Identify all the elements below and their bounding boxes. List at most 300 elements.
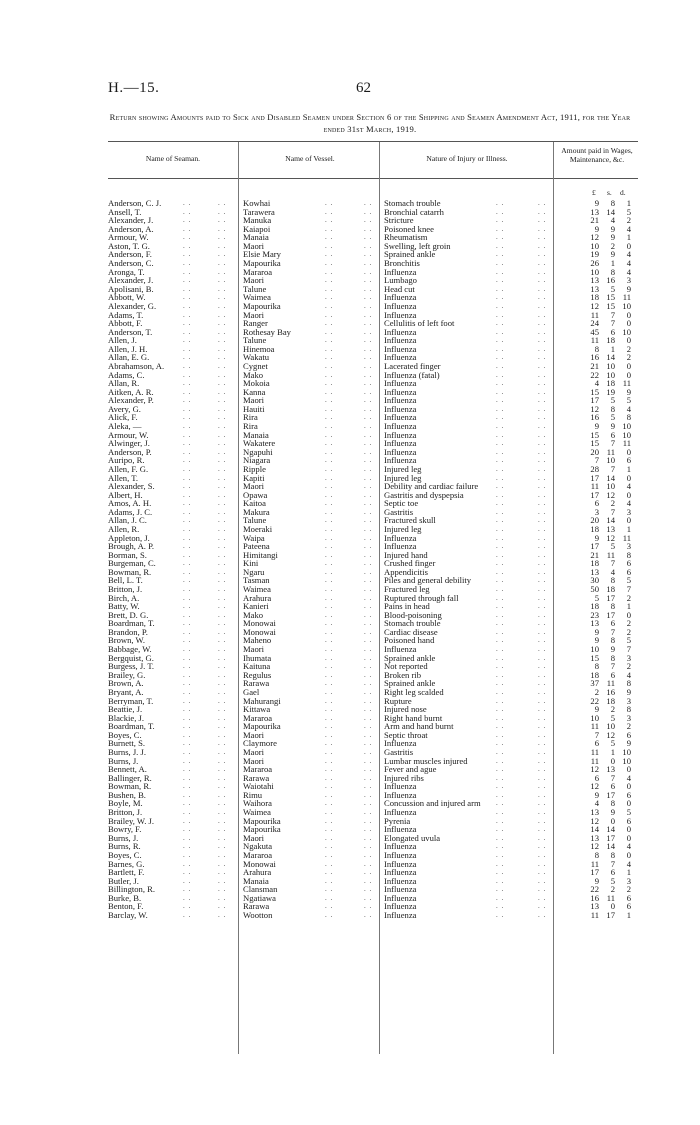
vessel-name: Maori xyxy=(243,644,265,655)
amount-pence: 5 xyxy=(626,395,631,406)
leader-dots: . . xyxy=(496,567,505,576)
seaman-name: Burns, J. J. xyxy=(108,747,146,757)
leader-dots: . . xyxy=(183,645,192,654)
amount-shillings: 11 xyxy=(606,892,615,903)
leader-dots: . . xyxy=(364,842,373,851)
amount-pounds: 17 xyxy=(590,541,599,552)
leader-dots: . . xyxy=(325,739,334,748)
vessel-name: Elsie Mary xyxy=(243,249,281,260)
vessel-name: Mapourika xyxy=(243,721,281,732)
injury-or-illness: Influenza xyxy=(384,438,417,449)
leader-dots: . . xyxy=(325,687,334,696)
amount-pounds: 10 xyxy=(590,712,599,723)
leader-dots: . . xyxy=(364,490,373,499)
amount-pence: 8 xyxy=(626,549,631,560)
amount-pounds: 13 xyxy=(590,901,599,912)
column-header-injury: Nature of Injury or Illness. xyxy=(426,154,508,163)
leader-dots: . . xyxy=(496,396,505,405)
injury-or-illness: Influenza xyxy=(384,849,417,860)
leader-dots: . . xyxy=(183,370,192,379)
leader-dots: . . xyxy=(218,808,227,817)
amount-pounds: 21 xyxy=(590,549,599,560)
leader-dots: . . xyxy=(218,396,227,405)
vessel-name: Makura xyxy=(243,506,270,517)
amount-shillings: 12 xyxy=(606,489,615,500)
seaman-name: Barnes, G. xyxy=(108,858,145,869)
injury-or-illness: Influenza xyxy=(384,326,417,337)
leader-dots: . . xyxy=(325,439,334,448)
leader-dots: . . xyxy=(496,885,505,894)
column-header-name: Name of Seaman. xyxy=(145,154,201,163)
leader-dots: . . xyxy=(325,464,334,473)
injury-or-illness: Septic throat xyxy=(384,729,428,740)
amount-pence: 7 xyxy=(626,644,631,655)
seaman-name: Amos, A. H. xyxy=(108,498,152,509)
amount-pounds: 9 xyxy=(594,223,599,234)
leader-dots: . . xyxy=(538,885,547,894)
leader-dots: . . xyxy=(538,748,547,756)
amount-shillings: 7 xyxy=(610,506,615,517)
vessel-name: Claymore xyxy=(243,738,277,749)
amount-pounds: 16 xyxy=(590,352,599,363)
amount-shillings: 7 xyxy=(610,463,615,474)
shillings-unit: s. xyxy=(607,188,612,197)
leader-dots: . . xyxy=(218,276,227,285)
leader-dots: . . xyxy=(325,422,334,431)
injury-or-illness: Lumbago xyxy=(384,275,417,286)
leader-dots: . . xyxy=(218,567,227,576)
leader-dots: . . xyxy=(364,233,373,242)
leader-dots: . . xyxy=(218,267,227,276)
amount-pounds: 26 xyxy=(590,258,599,269)
amount-pounds: 12 xyxy=(590,815,599,826)
leader-dots: . . xyxy=(218,902,227,911)
leader-dots: . . xyxy=(325,713,334,722)
leader-dots: . . xyxy=(364,653,373,662)
seaman-name: Brown, A. xyxy=(108,678,144,689)
leader-dots: . . xyxy=(496,344,505,353)
injury-or-illness: Cellulitis of left foot xyxy=(384,318,455,329)
leader-dots: . . xyxy=(325,370,334,379)
leader-dots: . . xyxy=(364,782,373,791)
amount-pounds: 10 xyxy=(590,240,599,251)
leader-dots: . . xyxy=(364,868,373,877)
leader-dots: . . xyxy=(325,773,334,782)
leader-dots: . . xyxy=(364,550,373,559)
seaman-name: Adams, C. xyxy=(108,369,145,380)
leader-dots: . . xyxy=(325,636,334,645)
leader-dots: . . xyxy=(538,868,547,877)
vessel-name: Gael xyxy=(243,686,260,697)
injury-or-illness: Influenza xyxy=(384,841,417,852)
amount-pence: 0 xyxy=(626,798,631,809)
leader-dots: . . xyxy=(218,559,227,568)
seaman-name: Bowman, R. xyxy=(108,566,152,577)
amount-shillings: 7 xyxy=(610,558,615,569)
leader-dots: . . xyxy=(538,301,547,310)
amount-pence: 11 xyxy=(622,532,631,543)
amount-pence: 0 xyxy=(626,832,631,843)
injury-or-illness: Stomach trouble xyxy=(384,198,441,208)
leader-dots: . . xyxy=(364,404,373,413)
leader-dots: . . xyxy=(364,284,373,293)
amount-pence: 4 xyxy=(626,403,631,414)
leader-dots: . . xyxy=(538,396,547,405)
leader-dots: . . xyxy=(325,241,334,250)
amount-shillings: 7 xyxy=(610,309,615,320)
leader-dots: . . xyxy=(364,559,373,568)
amount-pounds: 15 xyxy=(590,438,599,449)
leader-dots: . . xyxy=(538,902,547,911)
leader-dots: . . xyxy=(538,250,547,259)
leader-dots: . . xyxy=(538,799,547,808)
vessel-name: Moeraki xyxy=(243,523,273,534)
amount-shillings: 7 xyxy=(610,626,615,637)
amount-shillings: 14 xyxy=(606,352,615,363)
leader-dots: . . xyxy=(496,782,505,791)
leader-dots: . . xyxy=(325,447,334,456)
seaman-name: Billington, R. xyxy=(108,884,156,895)
vessel-name: Ranger xyxy=(243,318,268,329)
leader-dots: . . xyxy=(496,593,505,602)
amount-shillings: 17 xyxy=(606,832,615,843)
leader-dots: . . xyxy=(364,310,373,319)
leader-dots: . . xyxy=(218,687,227,696)
leader-dots: . . xyxy=(183,627,192,636)
leader-dots: . . xyxy=(364,910,373,919)
vessel-name: Arahura xyxy=(243,592,272,603)
leader-dots: . . xyxy=(218,816,227,825)
amount-shillings: 2 xyxy=(610,240,615,251)
vessel-name: Maori xyxy=(243,755,265,766)
leader-dots: . . xyxy=(183,516,192,525)
leader-dots: . . xyxy=(325,593,334,602)
leader-dots: . . xyxy=(218,310,227,319)
leader-dots: . . xyxy=(364,705,373,714)
leader-dots: . . xyxy=(183,602,192,611)
leader-dots: . . xyxy=(325,490,334,499)
leader-dots: . . xyxy=(364,825,373,834)
leader-dots: . . xyxy=(183,893,192,902)
leader-dots: . . xyxy=(364,816,373,825)
vessel-name: Niagara xyxy=(243,455,271,466)
leader-dots: . . xyxy=(218,696,227,705)
injury-or-illness: Concussion and injured arm xyxy=(384,798,481,809)
leader-dots: . . xyxy=(325,250,334,259)
injury-or-illness: Influenza xyxy=(384,386,417,397)
amount-pounds: 45 xyxy=(590,326,599,337)
amount-pence: 9 xyxy=(626,686,631,697)
amount-pence: 11 xyxy=(622,378,631,389)
amount-shillings: 9 xyxy=(610,232,615,243)
amount-shillings: 1 xyxy=(610,258,615,269)
leader-dots: . . xyxy=(218,679,227,688)
seaman-name: Berryman, T. xyxy=(108,695,154,706)
seaman-name: Allen, J. xyxy=(108,335,137,346)
leader-dots: . . xyxy=(183,576,192,585)
leader-dots: . . xyxy=(538,216,547,225)
leader-dots: . . xyxy=(364,370,373,379)
leader-dots: . . xyxy=(325,327,334,336)
leader-dots: . . xyxy=(364,199,373,207)
injury-or-illness: Influenza xyxy=(384,824,417,835)
leader-dots: . . xyxy=(218,233,227,242)
amount-pounds: 37 xyxy=(590,678,599,689)
amount-pounds: 11 xyxy=(590,858,599,869)
seaman-name: Burns, R. xyxy=(108,841,141,852)
leader-dots: . . xyxy=(218,241,227,250)
seaman-name: Burgeman, C. xyxy=(108,558,156,569)
amount-pounds: 4 xyxy=(594,378,599,389)
vessel-name: Mapourika xyxy=(243,815,281,826)
leader-dots: . . xyxy=(538,782,547,791)
leader-dots: . . xyxy=(183,353,192,362)
leader-dots: . . xyxy=(496,233,505,242)
injury-or-illness: Injured leg xyxy=(384,463,422,474)
leader-dots: . . xyxy=(496,361,505,370)
leader-dots: . . xyxy=(183,636,192,645)
leader-dots: . . xyxy=(325,782,334,791)
amount-pence: 0 xyxy=(626,472,631,483)
leader-dots: . . xyxy=(364,293,373,302)
seaman-name: Batty, W. xyxy=(108,601,140,612)
leader-dots: . . xyxy=(183,447,192,456)
leader-dots: . . xyxy=(538,696,547,705)
leader-dots: . . xyxy=(496,868,505,877)
leader-dots: . . xyxy=(496,353,505,362)
leader-dots: . . xyxy=(218,542,227,551)
injury-or-illness: Influenza xyxy=(384,858,417,869)
injury-or-illness: Cardiac disease xyxy=(384,626,438,637)
amount-pounds: 30 xyxy=(590,575,599,586)
amount-pounds: 10 xyxy=(590,266,599,277)
vessel-name: Wootton xyxy=(243,909,273,920)
leader-dots: . . xyxy=(218,893,227,902)
leader-dots: . . xyxy=(218,722,227,731)
amount-pounds: 8 xyxy=(594,849,599,860)
seaman-name: Allen, F. G. xyxy=(108,463,149,474)
leader-dots: . . xyxy=(538,825,547,834)
leader-dots: . . xyxy=(183,739,192,748)
injury-or-illness: Influenza xyxy=(384,421,417,432)
injury-or-illness: Stomach trouble xyxy=(384,618,441,629)
vessel-name: Manuka xyxy=(243,215,272,226)
vessel-name: Talune xyxy=(243,515,267,526)
leader-dots: . . xyxy=(218,361,227,370)
amount-pounds: 9 xyxy=(594,198,599,208)
leader-dots: . . xyxy=(496,739,505,748)
leader-dots: . . xyxy=(183,430,192,439)
leader-dots: . . xyxy=(218,868,227,877)
leader-dots: . . xyxy=(325,533,334,542)
leader-dots: . . xyxy=(538,662,547,671)
injury-or-illness: Influenza xyxy=(384,343,417,354)
amount-pence: 4 xyxy=(626,841,631,852)
seaman-name: Bartlett, F. xyxy=(108,867,145,878)
leader-dots: . . xyxy=(538,653,547,662)
amount-pence: 4 xyxy=(626,481,631,492)
leader-dots: . . xyxy=(364,207,373,216)
leader-dots: . . xyxy=(183,868,192,877)
injury-or-illness: Poisoned knee xyxy=(384,223,434,234)
amount-pence: 11 xyxy=(622,292,631,303)
seaman-name: Aronga, T. xyxy=(108,266,145,277)
leader-dots: . . xyxy=(364,679,373,688)
leader-dots: . . xyxy=(538,679,547,688)
leader-dots: . . xyxy=(218,422,227,431)
leader-dots: . . xyxy=(325,259,334,268)
amount-shillings: 2 xyxy=(610,884,615,895)
amount-shillings: 1 xyxy=(610,747,615,757)
leader-dots: . . xyxy=(496,696,505,705)
amount-pence: 5 xyxy=(626,807,631,818)
leader-dots: . . xyxy=(538,722,547,731)
amount-shillings: 5 xyxy=(610,283,615,294)
injury-or-illness: Piles and general debility xyxy=(384,575,472,586)
seaman-name: Apolisani, B. xyxy=(108,283,154,294)
leader-dots: . . xyxy=(218,284,227,293)
seaman-name: Burnett, S. xyxy=(108,738,146,749)
amount-pounds: 12 xyxy=(590,841,599,852)
vessel-name: Maori xyxy=(243,240,265,251)
seaman-name: Abbott, W. xyxy=(108,292,146,303)
leader-dots: . . xyxy=(538,808,547,817)
leader-dots: . . xyxy=(218,593,227,602)
leader-dots: . . xyxy=(325,516,334,525)
amount-pence: 3 xyxy=(626,541,631,552)
vessel-name: Mapourika xyxy=(243,300,281,311)
leader-dots: . . xyxy=(538,284,547,293)
amount-shillings: 9 xyxy=(610,807,615,818)
leader-dots: . . xyxy=(538,542,547,551)
leader-dots: . . xyxy=(364,885,373,894)
leader-dots: . . xyxy=(218,627,227,636)
injury-or-illness: Influenza xyxy=(384,789,417,800)
seaman-name: Anderson, A. xyxy=(108,223,154,234)
amount-pounds: 13 xyxy=(590,807,599,818)
vessel-name: Manaia xyxy=(243,875,269,886)
leader-dots: . . xyxy=(496,379,505,388)
leader-dots: . . xyxy=(364,602,373,611)
vessel-name: Rarawa xyxy=(243,678,270,689)
amount-shillings: 7 xyxy=(610,772,615,783)
leader-dots: . . xyxy=(218,490,227,499)
amount-pence: 1 xyxy=(626,867,631,878)
leader-dots: . . xyxy=(325,602,334,611)
leader-dots: . . xyxy=(183,490,192,499)
injury-or-illness: Influenza xyxy=(384,429,417,440)
leader-dots: . . xyxy=(183,790,192,799)
leader-dots: . . xyxy=(218,670,227,679)
leader-dots: . . xyxy=(218,533,227,542)
amount-pence: 2 xyxy=(626,721,631,732)
leader-dots: . . xyxy=(183,799,192,808)
injury-or-illness: Influenza xyxy=(384,403,417,414)
injury-or-illness: Influenza xyxy=(384,300,417,311)
leader-dots: . . xyxy=(183,224,192,233)
amount-pence: 1 xyxy=(626,601,631,612)
injury-or-illness: Influenza xyxy=(384,378,417,389)
amount-pounds: 9 xyxy=(594,421,599,432)
leader-dots: . . xyxy=(538,859,547,868)
leader-dots: . . xyxy=(218,464,227,473)
leader-dots: . . xyxy=(496,833,505,842)
amount-shillings: 2 xyxy=(610,498,615,509)
injury-or-illness: Appendicitis xyxy=(384,566,428,577)
amount-pounds: 9 xyxy=(594,635,599,646)
leader-dots: . . xyxy=(364,473,373,482)
leader-dots: . . xyxy=(364,267,373,276)
leader-dots: . . xyxy=(538,833,547,842)
leader-dots: . . xyxy=(218,765,227,774)
amount-shillings: 4 xyxy=(610,566,615,577)
seaman-name: Barclay, W. xyxy=(108,909,148,920)
injury-or-illness: Bronchitis xyxy=(384,258,420,269)
leader-dots: . . xyxy=(496,816,505,825)
amount-pence: 0 xyxy=(626,609,631,620)
injury-or-illness: Influenza xyxy=(384,884,417,895)
amount-shillings: 5 xyxy=(610,712,615,723)
vessel-name: Kanna xyxy=(243,386,266,397)
leader-dots: . . xyxy=(183,379,192,388)
vessel-name: Maori xyxy=(243,729,265,740)
leader-dots: . . xyxy=(364,301,373,310)
leader-dots: . . xyxy=(496,902,505,911)
leader-dots: . . xyxy=(364,748,373,756)
amount-pence: 4 xyxy=(626,266,631,277)
amount-shillings: 5 xyxy=(610,738,615,749)
amount-pounds: 21 xyxy=(590,360,599,371)
leader-dots: . . xyxy=(325,730,334,739)
vessel-name: Rothesay Bay xyxy=(243,326,291,337)
amount-shillings: 7 xyxy=(610,661,615,672)
seaman-name: Britton, J. xyxy=(108,807,143,818)
amount-pounds: 16 xyxy=(590,892,599,903)
amount-shillings: 9 xyxy=(610,421,615,432)
seaman-name: Alexander, S. xyxy=(108,481,155,492)
leader-dots: . . xyxy=(183,705,192,714)
leader-dots: . . xyxy=(364,259,373,268)
amount-pounds: 24 xyxy=(590,318,599,329)
injury-or-illness: Swelling, left groin xyxy=(384,240,451,251)
vessel-name: Mapourika xyxy=(243,824,281,835)
leader-dots: . . xyxy=(538,790,547,799)
amount-shillings: 7 xyxy=(610,858,615,869)
leader-dots: . . xyxy=(183,267,192,276)
leader-dots: . . xyxy=(218,404,227,413)
leader-dots: . . xyxy=(325,336,334,345)
leader-dots: . . xyxy=(218,301,227,310)
amount-pence: 0 xyxy=(626,824,631,835)
amount-pounds: 8 xyxy=(594,661,599,672)
leader-dots: . . xyxy=(364,585,373,594)
leader-dots: . . xyxy=(218,799,227,808)
leader-dots: . . xyxy=(183,310,192,319)
vessel-name: Mokoia xyxy=(243,378,270,389)
vessel-name: Waipa xyxy=(243,532,265,543)
leader-dots: . . xyxy=(496,490,505,499)
leader-dots: . . xyxy=(364,224,373,233)
leader-dots: . . xyxy=(183,233,192,242)
leader-dots: . . xyxy=(364,353,373,362)
leader-dots: . . xyxy=(183,748,192,756)
table-row xyxy=(0,911,700,920)
leader-dots: . . xyxy=(183,653,192,662)
injury-or-illness: Fractured leg xyxy=(384,584,430,595)
vessel-name: Mahurangi xyxy=(243,695,281,706)
amount-pounds: 14 xyxy=(590,824,599,835)
amount-shillings: 8 xyxy=(610,403,615,414)
